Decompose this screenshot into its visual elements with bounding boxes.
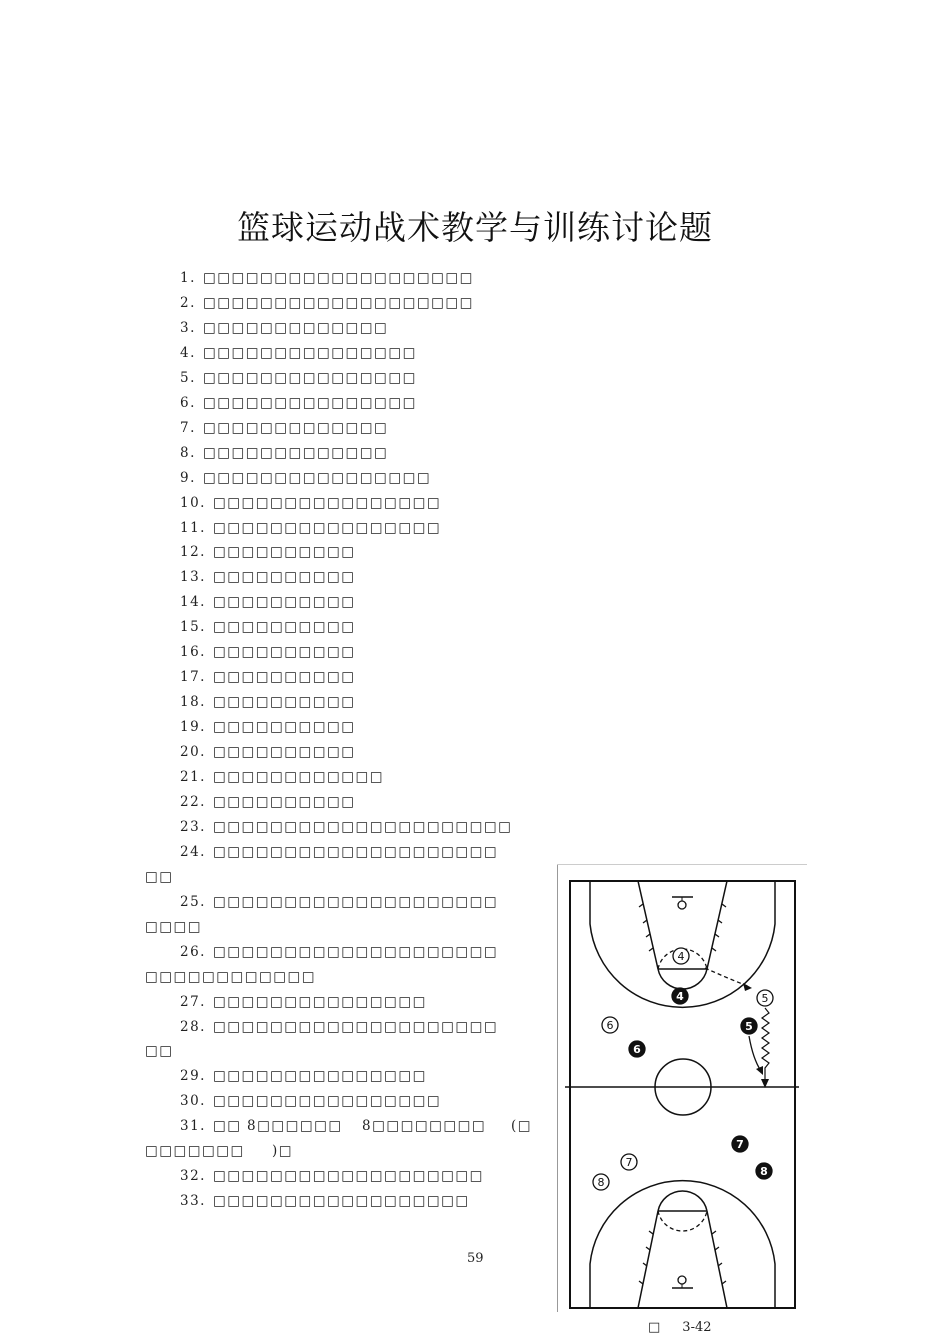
question-text: □□□□□□□□□□□□□□□□□□□: [203, 294, 474, 311]
lane-left-bottom: [638, 1211, 658, 1308]
question-item: [180, 270, 474, 286]
question-item: [180, 494, 442, 511]
player-label: 8: [597, 1176, 605, 1189]
question-text: □□□□□□□□□□□□□□□□□□□: [213, 1168, 484, 1185]
offense-player-6: [629, 1041, 645, 1057]
question-item: [180, 1093, 442, 1110]
figure-caption-number: 3-42: [682, 1320, 712, 1335]
question-number: 29.: [180, 1068, 206, 1085]
lane-right-bottom: [707, 1211, 727, 1308]
question-item: [180, 1118, 533, 1135]
question-item: [180, 769, 385, 785]
page-title: 篮球运动战术教学与训练讨论题: [237, 208, 713, 247]
question-text: □□□□□□□□□□: [213, 669, 356, 686]
question-text: □□□□□□□□□□: [213, 619, 356, 636]
player-label: 7: [625, 1156, 633, 1169]
question-item: [180, 818, 513, 835]
question-number: 20.: [180, 744, 206, 761]
question-continuation-segment: )□: [272, 1143, 294, 1160]
question-item: [180, 619, 356, 636]
question-continuation: [145, 969, 316, 985]
question-text: □□□□□□□□□□□□□□□□□□□□□: [213, 818, 513, 835]
question-number: 4.: [180, 344, 196, 361]
figure-caption: [648, 1320, 712, 1335]
question-item: [180, 744, 356, 761]
defense-player-7: [621, 1154, 637, 1170]
question-item: [180, 644, 356, 661]
question-item: [180, 469, 432, 486]
question-number: 31.: [180, 1118, 206, 1135]
offense-player-5: [741, 1018, 757, 1034]
question-continuation-text: □□□□□□□: [145, 1143, 245, 1160]
question-text: □□□□□□□□□□□□□□□□□□□: [203, 270, 474, 286]
question-continuation: [145, 869, 174, 885]
free-throw-circle-top-solid: [658, 969, 707, 989]
question-item: [180, 793, 356, 810]
page-number: 59: [467, 1251, 484, 1266]
question-number: 2.: [180, 294, 196, 311]
question-number: 27.: [180, 993, 206, 1010]
question-item: [180, 369, 417, 386]
question-item: [180, 519, 442, 536]
question-number: 7.: [180, 419, 196, 436]
question-text: □□□□□□□□□□: [213, 544, 356, 561]
player-label: 5: [745, 1020, 753, 1033]
question-item: [180, 719, 356, 736]
court-boundary: [570, 881, 795, 1308]
question-text: □□□□□□□□□□: [213, 644, 356, 661]
question-text: □□□□□□□□□□: [213, 719, 356, 736]
pass-arrowhead: [743, 983, 752, 991]
free-throw-circle-bottom-dashed: [658, 1211, 707, 1231]
question-number: 5.: [180, 369, 196, 386]
question-text: □□□□□□□□□□□□□□□: [203, 369, 417, 386]
player-label: 4: [676, 990, 684, 1003]
question-number: 10.: [180, 494, 206, 511]
question-text: □□□□□□□□□□□□□□□□□□: [213, 1193, 470, 1210]
question-text: □□□□□□□□□□: [213, 569, 356, 586]
offense-player-8: [756, 1163, 772, 1179]
defense-player-6: [602, 1017, 618, 1033]
question-text: □□□□□□□□□□□□□□□□□□□□: [213, 893, 499, 910]
question-text-segment: 8□□□□□□□□: [362, 1118, 487, 1135]
free-throw-circle-bottom-solid: [658, 1191, 707, 1211]
question-continuation-text: □□: [145, 1043, 174, 1060]
question-text: □□□□□□□□□□□□□□□□□□□□: [213, 943, 499, 960]
question-text: □□: [213, 1118, 242, 1135]
question-number: 15.: [180, 619, 206, 636]
question-text: □□□□□□□□□□□□□□□□□□□□: [213, 1018, 499, 1035]
lane-right-top: [707, 881, 727, 969]
question-number: 14.: [180, 594, 206, 611]
question-number: 8.: [180, 444, 196, 461]
question-number: 11.: [180, 519, 206, 536]
question-text: □□□□□□□□□□□□□□□□: [213, 494, 442, 511]
question-item: [180, 1168, 484, 1185]
question-text: □□□□□□□□□□□□□: [203, 419, 389, 436]
question-continuation-text: □□□□□□□□□□□□: [145, 968, 317, 985]
question-text-segment: 8□□□□□□: [247, 1118, 343, 1135]
player-label: 5: [761, 992, 769, 1005]
question-item: [180, 544, 356, 561]
question-item: [180, 1018, 499, 1035]
offense-player-7: [732, 1136, 748, 1152]
question-number: 24.: [180, 843, 206, 860]
question-number: 30.: [180, 1093, 206, 1110]
question-number: 33.: [180, 1193, 206, 1210]
player-label: 4: [677, 950, 685, 963]
question-item: [180, 1068, 427, 1085]
question-text: □□□□□□□□□□□□□□□: [213, 1068, 427, 1085]
question-item: [180, 1193, 470, 1210]
offense-player-4: [672, 988, 688, 1004]
question-item: [180, 444, 389, 461]
player-label: 6: [606, 1019, 614, 1032]
question-item: [180, 843, 499, 860]
question-text: □□□□□□□□□□□□: [213, 769, 385, 785]
question-text: □□□□□□□□□□□□□□□□: [213, 519, 442, 536]
question-text: □□□□□□□□□□: [213, 594, 356, 611]
question-text: □□□□□□□□□□: [213, 694, 356, 711]
question-text: □□□□□□□□□□: [213, 793, 356, 810]
question-text: □□□□□□□□□□□□□□□: [203, 344, 417, 361]
player-label: 7: [736, 1138, 744, 1151]
question-continuation-text: □□: [145, 868, 174, 885]
player-label: 8: [760, 1165, 768, 1178]
question-number: 26.: [180, 943, 206, 960]
question-item: [180, 294, 474, 311]
question-text: □□□□□□□□□□□□□: [203, 319, 389, 336]
question-number: 19.: [180, 719, 206, 736]
question-number: 25.: [180, 893, 206, 910]
question-number: 3.: [180, 319, 196, 336]
question-number: 23.: [180, 818, 206, 835]
basket-bottom: [678, 1276, 686, 1284]
defense-player-4: [673, 948, 689, 964]
player-label: 6: [633, 1043, 641, 1056]
question-text: □□□□□□□□□□□□□□□: [203, 394, 417, 411]
question-text: □□□□□□□□□□□□□: [203, 444, 389, 461]
question-text: □□□□□□□□□□□□□□□□□□□□: [213, 843, 499, 860]
three-point-line-bottom: [590, 1181, 775, 1308]
question-number: 21.: [180, 769, 206, 785]
basket-top: [678, 901, 686, 909]
defense-player-8: [593, 1174, 609, 1190]
question-continuation-text: □□□□: [145, 918, 203, 935]
question-item: [180, 319, 389, 336]
question-text-segment: (□: [511, 1118, 533, 1135]
cut-path-line: [749, 1036, 761, 1071]
question-item: [180, 569, 356, 586]
question-item: [180, 669, 356, 686]
question-text: □□□□□□□□□□□□□□□□: [203, 469, 432, 486]
question-item: [180, 394, 417, 411]
question-text: □□□□□□□□□□: [213, 744, 356, 761]
basketball-court-diagram: [557, 864, 807, 1314]
question-continuation: [145, 1143, 294, 1160]
question-text: □□□□□□□□□□□□□□□□: [213, 1093, 442, 1110]
question-text: □□□□□□□□□□□□□□□: [213, 993, 427, 1010]
dribble-path-line: [762, 1008, 769, 1080]
question-item: [180, 419, 389, 436]
question-number: 22.: [180, 793, 206, 810]
question-item: [180, 594, 356, 611]
question-number: 6.: [180, 394, 196, 411]
question-number: 1.: [180, 270, 196, 286]
question-continuation: [145, 919, 202, 935]
question-number: 28.: [180, 1018, 206, 1035]
question-number: 13.: [180, 569, 206, 586]
players-layer: [593, 948, 773, 1190]
lane-left-top: [638, 881, 658, 969]
question-number: 18.: [180, 694, 206, 711]
figure-caption-prefix: □: [648, 1320, 661, 1335]
question-item: [180, 344, 417, 361]
question-item: [180, 694, 356, 711]
question-number: 17.: [180, 669, 206, 686]
question-continuation: [145, 1043, 174, 1059]
question-item: [180, 893, 499, 910]
question-number: 16.: [180, 644, 206, 661]
question-item: [180, 943, 499, 960]
question-item: [180, 993, 427, 1010]
question-number: 12.: [180, 544, 206, 561]
question-number: 9.: [180, 469, 196, 486]
defense-player-5: [757, 990, 773, 1006]
question-number: 32.: [180, 1168, 206, 1185]
